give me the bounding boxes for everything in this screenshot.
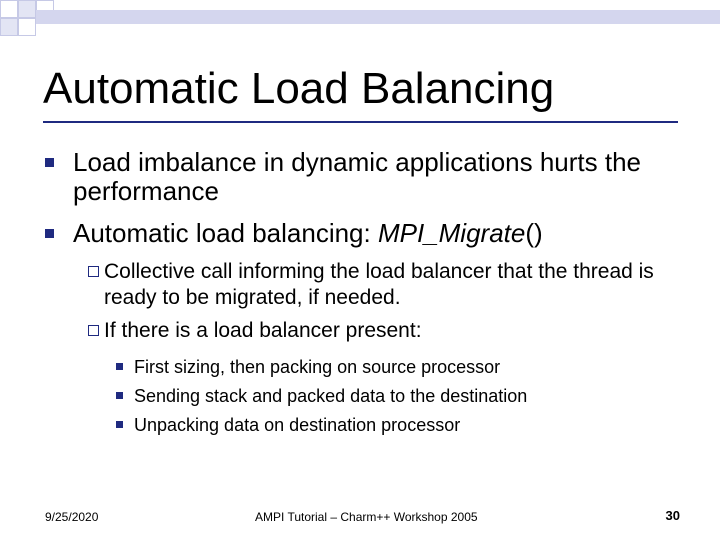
sub-bullet-marker — [116, 392, 123, 399]
deco-square — [18, 18, 36, 36]
bullet-marker — [45, 229, 54, 238]
deco-square — [0, 18, 18, 36]
title-underline — [43, 121, 678, 123]
slide-title: Automatic Load Balancing — [43, 64, 555, 113]
sub-bullet-marker — [116, 363, 123, 370]
sub-bullet-text: If there is a load balancer present: — [104, 319, 422, 342]
bullet-text: Load imbalance in dynamic applications hurts the performance — [73, 147, 642, 206]
deco-square — [18, 0, 36, 18]
sub-bullet-text: Collective call informing the load balancer that the thread is ready to be migrated, if needed. — [104, 260, 654, 309]
bullet-text: Automatic load balancing: MPI_Migrate() — [73, 218, 543, 248]
footer-title: AMPI Tutorial – Charm++ Workshop 2005 — [255, 510, 478, 524]
function-name: MPI_Migrate — [377, 218, 526, 248]
sub-sub-bullet-text: First sizing, then packing on source processor — [134, 357, 501, 377]
checkbox-bullet-icon — [88, 266, 99, 277]
sub-sub-bullet-text: Unpacking data on destination processor — [134, 415, 461, 435]
header-decoration — [0, 0, 720, 40]
deco-band — [36, 10, 720, 24]
deco-square — [0, 0, 18, 18]
footer-date: 9/25/2020 — [45, 510, 99, 524]
sub-bullet-marker — [116, 421, 123, 428]
bullet-marker — [45, 158, 54, 167]
sub-sub-bullet-text: Sending stack and packed data to the destination — [134, 386, 528, 406]
page-number: 30 — [665, 508, 680, 523]
checkbox-bullet-icon — [88, 325, 99, 336]
